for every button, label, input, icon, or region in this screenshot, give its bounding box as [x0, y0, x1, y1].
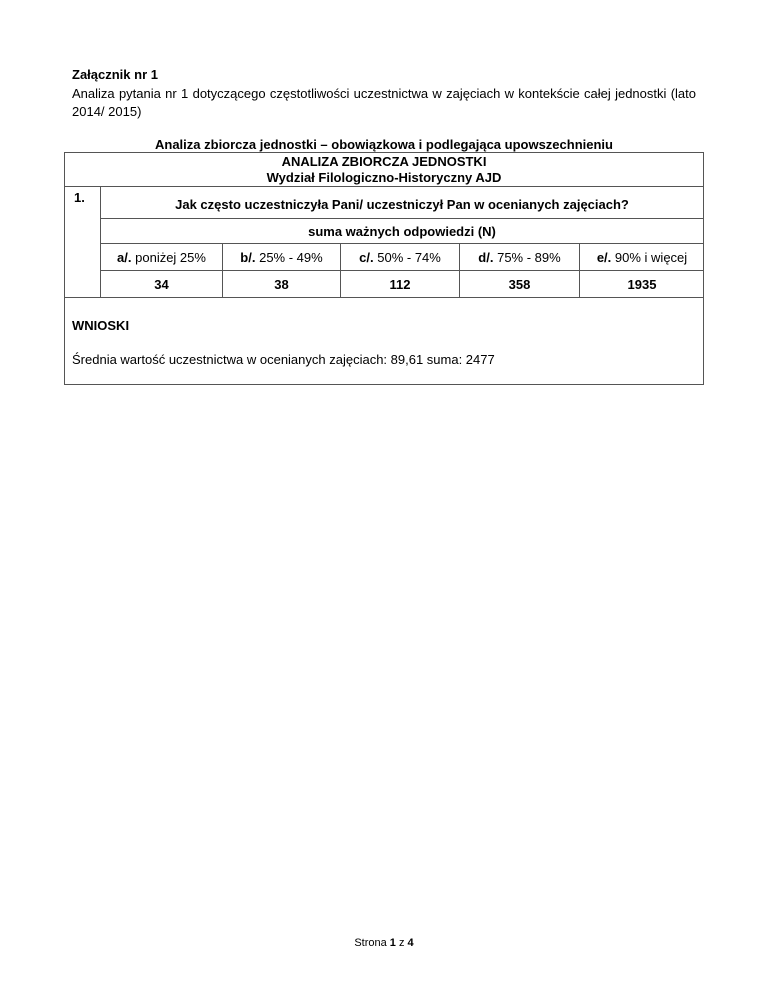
option-label: 75% - 89% [497, 250, 561, 265]
answer-option-e [580, 250, 704, 265]
option-key: d/. [478, 250, 494, 265]
option-key: c/. [359, 250, 374, 265]
footer-prefix: Strona [354, 937, 390, 949]
count-c: 112 [389, 277, 411, 292]
unit-name: Wydział Filologiczno-Historyczny AJD [266, 170, 502, 185]
page-footer [0, 937, 768, 949]
option-key: a/. [117, 250, 132, 265]
option-key: e/. [596, 250, 612, 265]
count-d: 358 [508, 277, 531, 292]
question-text: Jak często uczestniczyła Pani/ uczestniczył Pan w ocenianych zajęciach? [175, 197, 629, 212]
total-pages: 4 [407, 937, 414, 949]
attachment-title: Załącznik nr 1 [72, 67, 158, 82]
divider [100, 243, 704, 244]
option-label: poniżej 25% [135, 250, 206, 265]
answer-option-a [101, 250, 222, 265]
section-title: Analiza zbiorcza jednostki – obowiązkowa i podlegająca upowszechnieniu [155, 137, 613, 152]
conclusions-text: Średnia wartość uczestnictwa w ocenianych zajęciach: 89,61 suma: 2477 [72, 352, 495, 367]
answer-option-c [341, 250, 459, 265]
answer-option-b [223, 250, 340, 265]
option-label: 90% i więcej [614, 250, 688, 265]
option-label: 50% - 74% [377, 250, 441, 265]
count-b: 38 [274, 277, 289, 292]
option-label: 25% - 49% [259, 250, 323, 265]
divider [100, 218, 704, 219]
table-heading: ANALIZA ZBIORCZA JEDNOSTKI [281, 154, 487, 169]
count-a: 34 [154, 277, 169, 292]
intro-paragraph: Analiza pytania nr 1 dotyczącego częstotliwości uczestnictwa w zajęciach w kontekście całej jednostki (lato 2014/ 2015) [72, 86, 696, 119]
answer-option-d [460, 250, 579, 265]
count-e: 1935 [627, 277, 657, 292]
row-number: 1. [74, 190, 85, 205]
current-page: 1 [389, 937, 396, 949]
conclusions-heading: WNIOSKI [72, 318, 130, 333]
option-key: b/. [240, 250, 256, 265]
footer-middle: z [395, 937, 408, 949]
divider [64, 186, 704, 187]
divider [64, 297, 704, 298]
divider [100, 270, 704, 271]
sum-label: suma ważnych odpowiedzi (N) [308, 224, 496, 239]
